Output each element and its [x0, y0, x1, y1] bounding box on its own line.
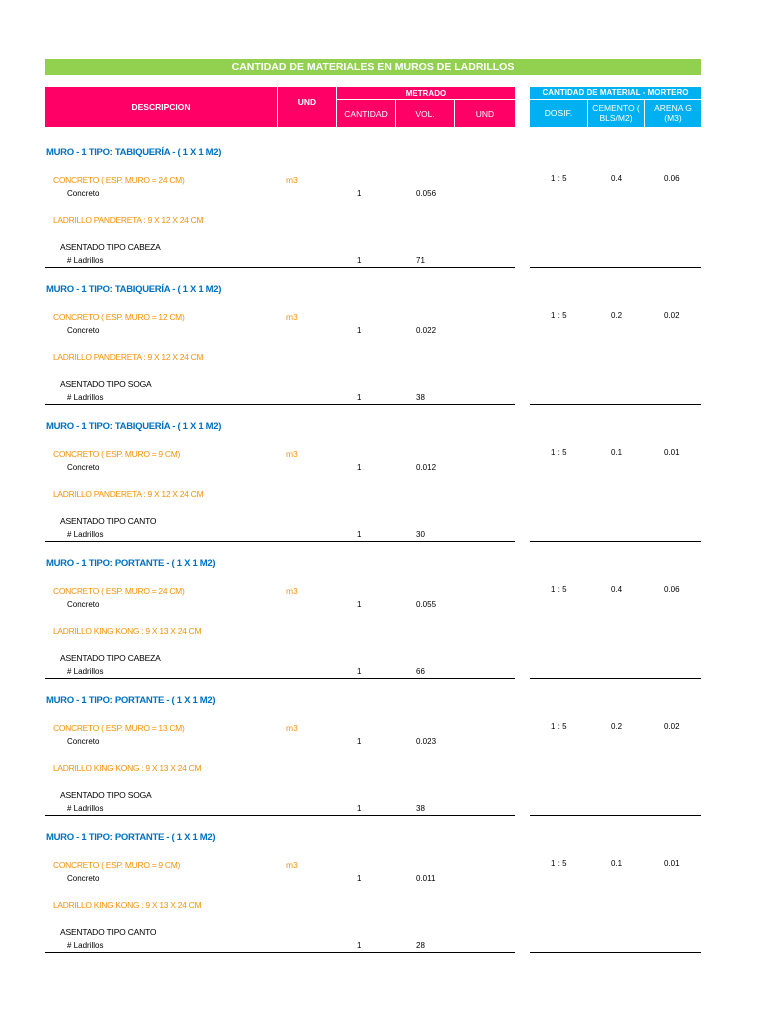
volume-cell: 0.011 — [416, 874, 436, 883]
header-und-metrado: UND — [455, 100, 515, 127]
section-title: MURO - 1 TIPO: TABIQUERÍA - ( 1 X 1 M2) — [46, 284, 222, 295]
unit-cell: m3 — [286, 860, 298, 870]
cantidad-cell: 1 — [357, 874, 362, 883]
wall-section — [0, 832, 768, 969]
brick-count-label: # Ladrillos — [67, 667, 104, 676]
row-divider-mortero — [530, 678, 701, 679]
header-mortero: CANTIDAD DE MATERIAL - MORTERO — [530, 87, 701, 99]
volume-cell: 0.022 — [416, 326, 437, 335]
header-metrado: METRADO — [337, 87, 515, 99]
dosif-cell: 1 : 5 — [551, 585, 567, 594]
concrete-sublabel: Concreto — [67, 874, 100, 883]
row-divider — [45, 678, 515, 679]
concrete-sublabel: Concreto — [67, 737, 100, 746]
brick-count-cell: 28 — [416, 941, 425, 950]
brick-count-label: # Ladrillos — [67, 393, 104, 402]
volume-cell: 0.055 — [416, 600, 437, 609]
row-divider-mortero — [530, 267, 701, 268]
dosif-cell: 1 : 5 — [551, 311, 567, 320]
arena-cell: 0.01 — [664, 859, 680, 868]
header-arena: ARENA G (M3) — [645, 100, 701, 127]
unit-cell: m3 — [286, 449, 298, 459]
dosif-cell: 1 : 5 — [551, 448, 567, 457]
header-vol: VOL. — [396, 100, 454, 127]
cantidad-cell-2: 1 — [357, 667, 362, 676]
brick-label: LADRILLO PANDERETA : 9 X 12 X 24 CM — [53, 215, 204, 225]
concrete-label: CONCRETO ( ESP. MURO = 9 CM) — [53, 449, 181, 459]
arena-cell: 0.02 — [664, 722, 680, 731]
concrete-label: CONCRETO ( ESP. MURO = 24 CM) — [53, 175, 185, 185]
unit-cell: m3 — [286, 175, 298, 185]
cemento-cell: 0.1 — [611, 448, 623, 457]
asentado-label: ASENTADO TIPO CABEZA — [60, 242, 161, 252]
row-divider — [45, 267, 515, 268]
cantidad-cell-2: 1 — [357, 256, 362, 265]
wall-section — [0, 147, 768, 284]
brick-label: LADRILLO KING KONG : 9 X 13 X 24 CM — [53, 626, 202, 636]
cantidad-cell: 1 — [357, 600, 362, 609]
cantidad-cell: 1 — [357, 326, 362, 335]
concrete-sublabel: Concreto — [67, 326, 100, 335]
dosif-cell: 1 : 5 — [551, 722, 567, 731]
brick-count-cell: 71 — [416, 256, 425, 265]
concrete-sublabel: Concreto — [67, 463, 100, 472]
unit-cell: m3 — [286, 586, 298, 596]
concrete-label: CONCRETO ( ESP. MURO = 12 CM) — [53, 312, 185, 322]
dosif-cell: 1 : 5 — [551, 174, 567, 183]
row-divider — [45, 404, 515, 405]
concrete-sublabel: Concreto — [67, 189, 100, 198]
cantidad-cell-2: 1 — [357, 941, 362, 950]
asentado-label: ASENTADO TIPO SOGA — [60, 379, 152, 389]
cantidad-cell-2: 1 — [357, 393, 362, 402]
header-descripcion: DESCRIPCION — [45, 87, 277, 127]
row-divider-mortero — [530, 952, 701, 953]
header-cemento: CEMENTO ( BLS/M2) — [588, 100, 644, 127]
row-divider-mortero — [530, 404, 701, 405]
header-und: UND — [278, 87, 336, 127]
arena-cell: 0.02 — [664, 311, 680, 320]
volume-cell: 0.023 — [416, 737, 437, 746]
brick-count-label: # Ladrillos — [67, 804, 104, 813]
row-divider-mortero — [530, 541, 701, 542]
volume-cell: 0.012 — [416, 463, 437, 472]
brick-label: LADRILLO PANDERETA : 9 X 12 X 24 CM — [53, 352, 204, 362]
brick-label: LADRILLO PANDERETA : 9 X 12 X 24 CM — [53, 489, 204, 499]
row-divider — [45, 815, 515, 816]
cantidad-cell-2: 1 — [357, 530, 362, 539]
cemento-cell: 0.2 — [611, 311, 623, 320]
sheet-title: CANTIDAD DE MATERIALES EN MUROS DE LADRILLOS — [45, 59, 701, 75]
section-title: MURO - 1 TIPO: PORTANTE - ( 1 X 1 M2) — [46, 695, 216, 706]
arena-cell: 0.06 — [664, 174, 680, 183]
cemento-cell: 0.2 — [611, 722, 623, 731]
brick-count-cell: 30 — [416, 530, 425, 539]
row-divider — [45, 952, 515, 953]
section-title: MURO - 1 TIPO: TABIQUERÍA - ( 1 X 1 M2) — [46, 421, 222, 432]
cemento-cell: 0.4 — [611, 585, 623, 594]
brick-label: LADRILLO KING KONG : 9 X 13 X 24 CM — [53, 763, 202, 773]
header-dosif: DOSIF. — [530, 100, 587, 127]
asentado-label: ASENTADO TIPO CANTO — [60, 516, 157, 526]
asentado-label: ASENTADO TIPO CABEZA — [60, 653, 161, 663]
brick-count-cell: 38 — [416, 393, 425, 402]
concrete-label: CONCRETO ( ESP. MURO = 13 CM) — [53, 723, 185, 733]
brick-count-label: # Ladrillos — [67, 256, 104, 265]
asentado-label: ASENTADO TIPO SOGA — [60, 790, 152, 800]
section-title: MURO - 1 TIPO: PORTANTE - ( 1 X 1 M2) — [46, 832, 216, 843]
wall-section — [0, 284, 768, 421]
row-divider — [45, 541, 515, 542]
header-cantidad: CANTIDAD — [337, 100, 395, 127]
unit-cell: m3 — [286, 312, 298, 322]
row-divider-mortero — [530, 815, 701, 816]
section-title: MURO - 1 TIPO: TABIQUERÍA - ( 1 X 1 M2) — [46, 147, 222, 158]
cemento-cell: 0.4 — [611, 174, 623, 183]
concrete-label: CONCRETO ( ESP. MURO = 24 CM) — [53, 586, 185, 596]
brick-count-cell: 38 — [416, 804, 425, 813]
section-title: MURO - 1 TIPO: PORTANTE - ( 1 X 1 M2) — [46, 558, 216, 569]
asentado-label: ASENTADO TIPO CANTO — [60, 927, 157, 937]
arena-cell: 0.06 — [664, 585, 680, 594]
concrete-sublabel: Concreto — [67, 600, 100, 609]
brick-count-cell: 66 — [416, 667, 425, 676]
dosif-cell: 1 : 5 — [551, 859, 567, 868]
cantidad-cell-2: 1 — [357, 804, 362, 813]
concrete-label: CONCRETO ( ESP. MURO = 9 CM) — [53, 860, 181, 870]
cantidad-cell: 1 — [357, 737, 362, 746]
brick-count-label: # Ladrillos — [67, 941, 104, 950]
arena-cell: 0.01 — [664, 448, 680, 457]
unit-cell: m3 — [286, 723, 298, 733]
cemento-cell: 0.1 — [611, 859, 623, 868]
wall-section — [0, 558, 768, 695]
wall-section — [0, 695, 768, 832]
brick-label: LADRILLO KING KONG : 9 X 13 X 24 CM — [53, 900, 202, 910]
wall-section — [0, 421, 768, 558]
brick-count-label: # Ladrillos — [67, 530, 104, 539]
cantidad-cell: 1 — [357, 463, 362, 472]
volume-cell: 0.056 — [416, 189, 437, 198]
cantidad-cell: 1 — [357, 189, 362, 198]
